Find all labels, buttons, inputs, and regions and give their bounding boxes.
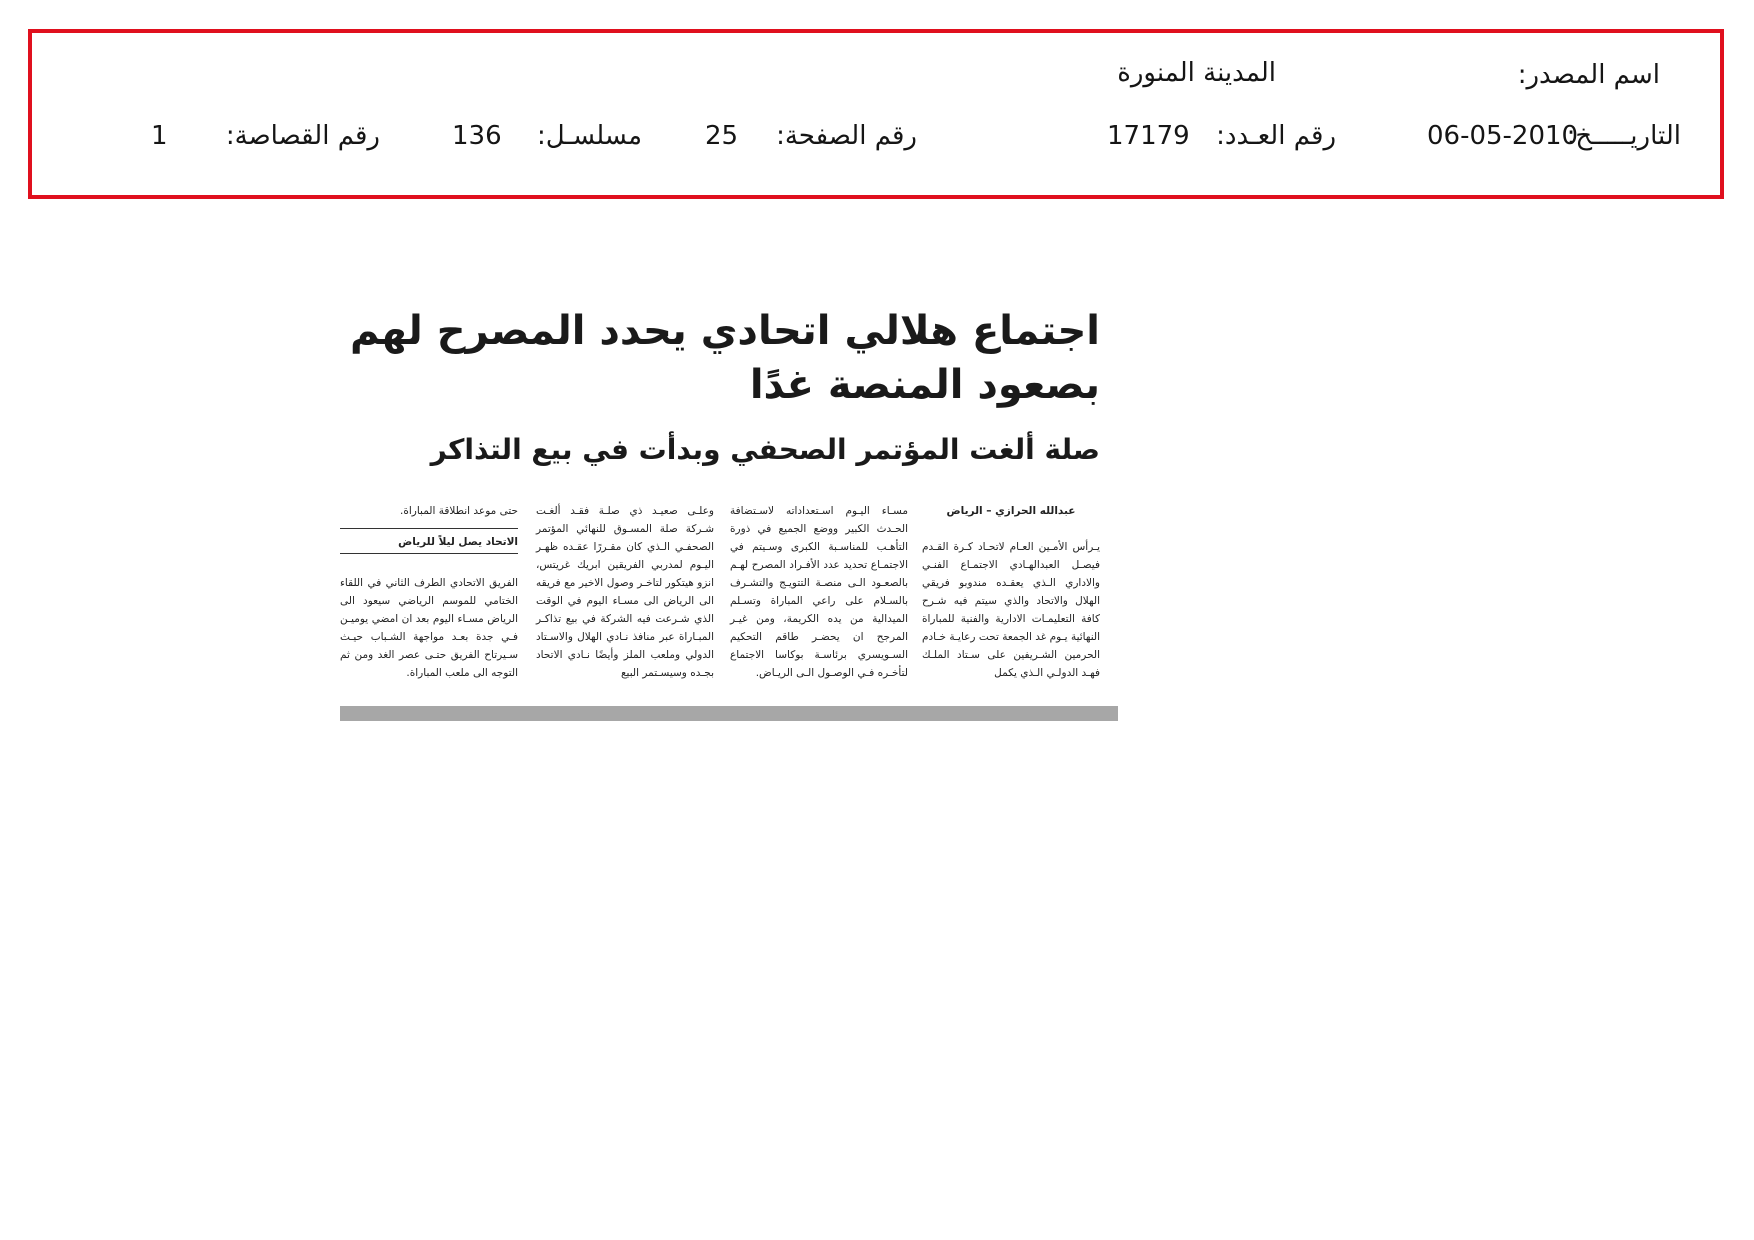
clipping-number-value: 1 (151, 121, 168, 151)
source-label: اسم المصدر: (1517, 60, 1660, 90)
issue-label: رقم العـدد: (1216, 121, 1336, 151)
article-column-4-text: الفريق الاتحادي الطرف الثاني في اللقاء الختامي للموسم الرياضي سيعود الى الرياض مسـاء اليوم بعد ان امضي يوميـن فـي جدة بعـد مواجهة الشـباب حيـث سـيرتاح الفريق حتـى عصر الغد ومن ثم التوجه الى ملعب المباراة. (340, 577, 518, 679)
article-column-1-text: يـرأس الأمـين العـام لاتحـاد كـرة القـدم فيصـل العبدالهـادي الاجتمـاع الفنـي والاداري الـذي يعقـده مندوبو فريقي الهلال والاتحاد والذي سيتم فيه شـرح كافة التعليمـات الادارية والفنية للمباراة النهائية يـوم غد الجمعة تحت رعايـة خـادم الحرمين الشـريفين على سـتاد الملـك فهـد الدولـي الـذي يكمل (922, 541, 1100, 679)
clipping-bottom-rule (340, 706, 1118, 721)
page-label: رقم الصفحة: (776, 121, 917, 151)
source-value: المدينة المنورة (1117, 58, 1276, 88)
article-column-4-intro: حتى موعد انطلاقة المباراة. (400, 505, 518, 517)
serial-value: 136 (452, 121, 502, 151)
article-column-2-text: مسـاء اليـوم اسـتعداداته لاسـتضافة الحـدث الكبير ووضع الجميع في ذورة التأهـب للمناسـبة الكبرى وسـيتم في الاجتمـاع تحديد عدد الأفـراد المصرح لهـم بالصعـود الـى منصـة التتويـج والتشـرف بالسـلام على راعي المباراة وتسـلم الميدالية من يده الكريمة، ومن غيـر المرجح ان يحضـر طاقم التحكيم السـويسري برئاسـة بوكاسا الاجتماع لتأخـره فـي الوصـول الـى الريـاض. (730, 505, 908, 679)
newspaper-clipping (340, 290, 1122, 722)
article-byline: عبدالله الحرازي – الرياض (946, 505, 1076, 517)
article-section-subhead: الاتحاد يصل ليلاً للرياض (340, 528, 518, 554)
article-column-4 (340, 502, 518, 682)
article-column-3-text: وعلـى صعيـد ذي صلـة فقـد ألغـت شـركة صلة المسـوق للنهائي المؤتمر الصحفـي الـذي كان مقـررًا عقـده ظهـر اليـوم لمدربي الفريقين ابريك غريتس، انزو هيتكور لتاخـر وصول الاخير مع فريقه الى الرياض الى مسـاء اليوم في الوقت الذي شـرعت فيه الشركة في بيع تذاكـر المبـاراة عبر منافذ نـادي الهلال والاسـتاد الدولي وملعب الملز وأيضًا نـادي الاتحاد بجـده وسيسـتمر البيع (536, 505, 714, 679)
article-subheadline: صلة ألغت المؤتمر الصحفي وبدأت في بيع التذاكر (430, 433, 1100, 466)
article-column-1 (922, 502, 1100, 682)
page-value: 25 (705, 121, 739, 151)
clipping-info-frame (28, 29, 1724, 199)
serial-label: مسلسـل: (537, 121, 642, 151)
date-value: 06-05-2010 (1427, 121, 1579, 151)
article-column-2 (730, 502, 908, 682)
issue-value: 17179 (1107, 121, 1190, 151)
article-column-3 (536, 502, 714, 682)
article-headline: اجتماع هلالي اتحادي يحدد المصرح لهم بصعود المنصة غدًا (350, 308, 1100, 408)
date-label: التاريـــــخ: (1566, 121, 1681, 151)
clipping-number-label: رقم القصاصة: (225, 121, 380, 151)
